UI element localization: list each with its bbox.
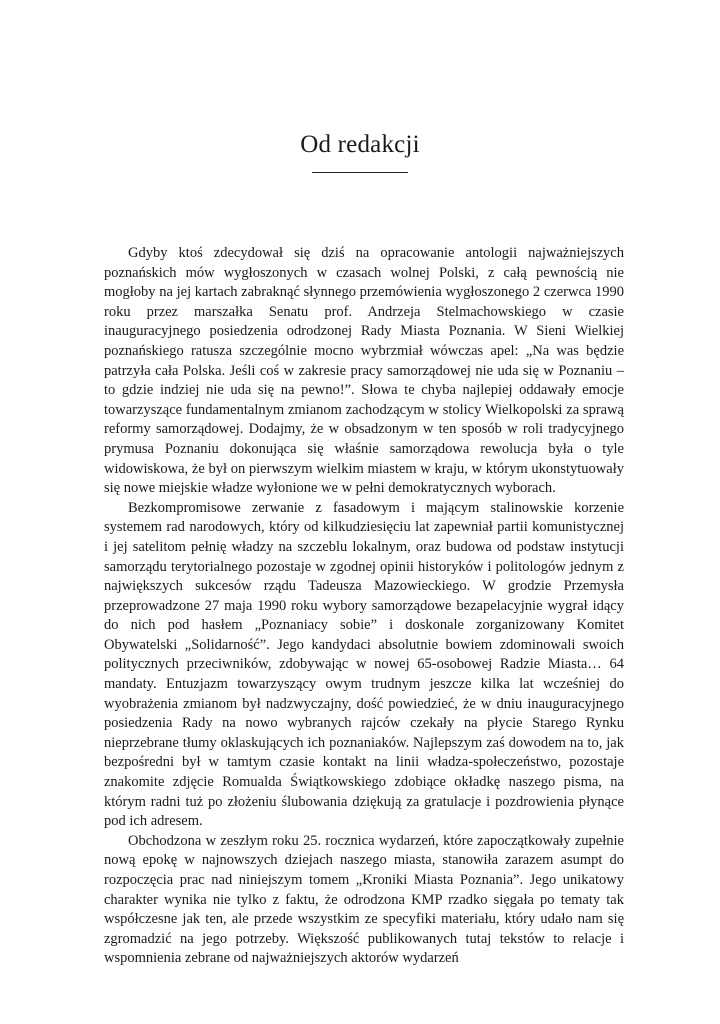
page-title: Od redakcji bbox=[300, 131, 420, 158]
paragraph-3: Obchodzona w zeszłym roku 25. rocznica wydarzeń, które zapoczątkowały zupełnie nową epokę w najnowszych dziejach naszego miasta, stanowiła zarazem asumpt do rozpoczęcia prac nad niniejszym tomem „Kroniki Miasta Poznania”. Jego unikatowy charakter wynika nie tylko z faktu, że odrodzona KMP rzadko sięgała po tematy tak współczesne jak ten, ale przede wszystkim ze specyfiki materiału, który udało nam się zgromadzić na jego potrzeby. Większość publikowanych tutaj tekstów to relacje i wspomnienia zebrane od najważniejszych aktorów wydarzeń bbox=[104, 832, 624, 967]
paragraph-1: Gdyby ktoś zdecydował się dziś na opracowanie antologii najważniejszych poznańskich mów wygłoszonych w czasach wolnej Polski, z całą pewnością nie mogłoby na jej kartach zabraknąć słynnego przemówienia wygłoszonego 2 czerwca 1990 roku przez marszałka Senatu prof. Andrzeja Stelmachowskiego w czasie inauguracyjnego posiedzenia odrodzonej Rady Miasta Poznania. W Sieni Wielkiej poznańskiego ratusza szczególnie mocno wybrzmiał wówczas apel: „Na was będzie patrzyła cała Polska. Jeśli coś w zakresie pracy samorządowej nie uda się w Poznaniu – to gdzie indziej nie uda się na pewno!”. Słowa te chyba najlepiej oddawały emocje towarzyszące fundamentalnym zmianom zachodzącym w stolicy Wielkopolski za sprawą reformy samorządowej. Dodajmy, że w obsadzonym w ten sposób w roli tradycyjnego prymusa Poznaniu dokonująca się właśnie samorządowa rewolucja była o tyle widowiskowa, że był on pierwszym wielkim miastem w kraju, w którym ukonstytuowały się nowe miejskie władze wyłonione we w pełni demokratycznych wyborach. bbox=[104, 245, 624, 497]
article-body bbox=[104, 244, 624, 969]
title-block bbox=[0, 128, 720, 173]
paragraph-2: Bezkompromisowe zerwanie z fasadowym i mającym stalinowskie korzenie systemem rad narodowych, który od kilkudziesięciu lat zapewniał partii komunistycznej i jej satelitom pełnię władzy na szczeblu lokalnym, oraz budowa od podstaw instytucji samorządu terytorialnego pozostaje w zgodnej opinii historyków i politologów jednym z największych sukcesów rządu Tadeusza Mazowieckiego. W grodzie Przemysła przeprowadzone 27 maja 1990 roku wybory samorządowe bezapelacyjnie wygrał idący do nich pod hasłem „Poznaniacy sobie” i doskonale zorganizowany Komitet Obywatelski „Solidarność”. Jego kandydaci absolutnie bowiem zdominowali swoich politycznych przeciwników, zdobywając w nowej 65-osobowej Radzie Miasta… 64 mandaty. Entuzjazm towarzyszący owym trudnym jeszcze kilka lat wcześniej do wyobrażenia zmianom był nadzwyczajny, dość powiedzieć, że w dniu inauguracyjnego posiedzenia Rady na nowo wybranych rajców czekały na płycie Starego Rynku nieprzebrane tłumy oklaskujących ich poznaniaków. Najlepszym zaś dowodem na to, jak bezpośredni był w tamtym czasie kontakt na linii władza-społeczeństwo, pozostaje znakomite zdjęcie Romualda Świątkowskiego zdobiące okładkę naszego pisma, na którym radni tuż po złożeniu ślubowania dziękują za gratulacje i pozdrowienia płynące pod ich adresem. bbox=[104, 499, 624, 830]
title-underline-rule bbox=[312, 172, 408, 173]
